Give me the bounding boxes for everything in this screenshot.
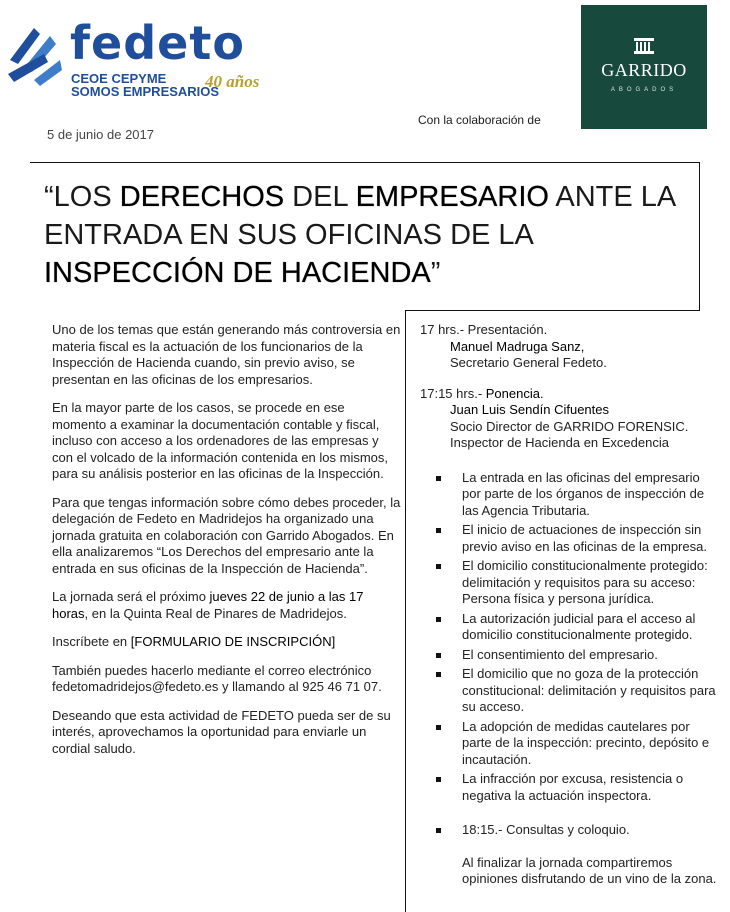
paragraph-date: La jornada será el próximo jueves 22 de junio a las 17 horas, en la Quinta Real de Pinares de Madridejos. — [52, 589, 364, 621]
list-item: El consentimiento del empresario. — [420, 647, 720, 664]
garrido-subtitle: ABOGADOS — [610, 87, 678, 93]
paragraph-closing: Deseando que esta actividad de FEDETO pueda ser de su interés, aprovechamos la oportunidad para enviarle un cordial saludo. — [52, 707, 391, 756]
program-item-presentation — [420, 322, 720, 372]
list-item: El domicilio que no goza de la protección constitucional: delimitación y requisitos para su acceso. — [420, 666, 720, 716]
body-text — [52, 322, 402, 769]
speaker-name: Manuel Madruga Sanz, — [450, 338, 585, 354]
list-item: La autorización judicial para el acceso al domicilio constitucionalmente protegido. — [420, 611, 720, 644]
program-time: 17 hrs.- Presentación. — [420, 322, 548, 337]
column-divider — [405, 310, 406, 912]
document-date: 5 de junio de 2017 — [47, 127, 154, 142]
fedeto-partners: CEOE CEPYME — [71, 71, 167, 86]
closing-note: Al finalizar la jornada compartiremos opiniones disfrutando de un vino de la zona. — [462, 854, 717, 886]
speaker-role: Inspector de Hacienda en Excedencia — [450, 435, 669, 450]
paragraph-event: Para que tengas información sobre cómo debes proceder, la delegación de Fedeto en Madridejos ha organizado una jornada gratuita en colaboración con Garrido Abogados. En ella analizaremos “Los Derechos del empresario ante la entrada en sus oficinas de la Inspección de Hacienda”. — [52, 494, 401, 576]
paragraph-contact: También puedes hacerlo mediante el correo electrónico fedetomadridejos@fedeto.es y llamando al 925 46 71 07. — [52, 662, 382, 694]
list-item: La adopción de medidas cautelares por parte de la inspección: precinto, depósito e incautación. — [420, 719, 720, 769]
list-item: El inicio de actuaciones de inspección sin previo aviso en las oficinas de la empresa. — [420, 522, 720, 555]
speaker-name: Juan Luis Sendín Cifuentes — [450, 402, 609, 417]
fedeto-anniversary: 40 años — [205, 72, 260, 91]
event-datetime: jueves 22 de junio a las 17 horas — [52, 589, 364, 621]
fedeto-slogan: SOMOS EMPRESARIOS — [71, 84, 220, 99]
list-item: 18:15.- Consultas y coloquio. — [420, 822, 720, 839]
signup-form-link[interactable]: [FORMULARIO DE INSCRIPCIÓN] — [130, 634, 336, 649]
program-column — [420, 322, 720, 888]
collaboration-label: Con la colaboración de — [418, 113, 541, 127]
program-time: 17:15 hrs.- Ponencia. — [420, 385, 544, 401]
speaker-role: Socio Director de GARRIDO FORENSIC. — [450, 418, 689, 434]
paragraph-intro: Uno de los temas que están generando más controversia en materia fiscal es la actuación de los funcionarios de la Inspección de Hacienda cuando, sin previo aviso, se presentan en las oficinas de los empresarios. — [52, 322, 401, 387]
list-item: La infracción por excusa, resistencia o negativa la actuación inspectora. — [420, 771, 720, 804]
fedeto-emblem-icon — [4, 20, 66, 92]
program-item-talk — [420, 386, 720, 452]
fedeto-logo — [4, 20, 66, 92]
fedeto-wordmark: fedeto — [70, 16, 245, 70]
garrido-name: GARRIDO — [601, 60, 687, 80]
frame-right-line — [699, 162, 700, 310]
paragraph-context: En la mayor parte de los casos, se procede en ese momento a examinar la documentación contable y fiscal, incluso con acceso a los ordenadores de las empresas y con el volcado de la información contenida en los mismos, para su análisis posterior en las oficinas de la Inspección. — [52, 400, 389, 481]
paragraph-signup: Inscríbete en [FORMULARIO DE INSCRIPCIÓN] — [52, 634, 336, 649]
page-title: “LOS DERECHOS DEL EMPRESARIO ANTE LA ENTRADA EN SUS OFICINAS DE LA INSPECCIÓN DE HACIENDA” — [44, 181, 675, 289]
speaker-role: Secretario General Fedeto. — [450, 355, 607, 370]
list-item: La entrada en las oficinas del empresario por parte de los órganos de inspección de las Agencia Tributaria. — [420, 470, 720, 520]
column-icon — [634, 38, 654, 58]
list-item: El domicilio constitucionalmente protegido: delimitación y requisitos para su acceso: Persona física y persona jurídica. — [420, 558, 720, 608]
topic-list — [420, 470, 720, 839]
frame-bottom-line — [405, 310, 700, 311]
frame-top-line — [30, 162, 700, 163]
